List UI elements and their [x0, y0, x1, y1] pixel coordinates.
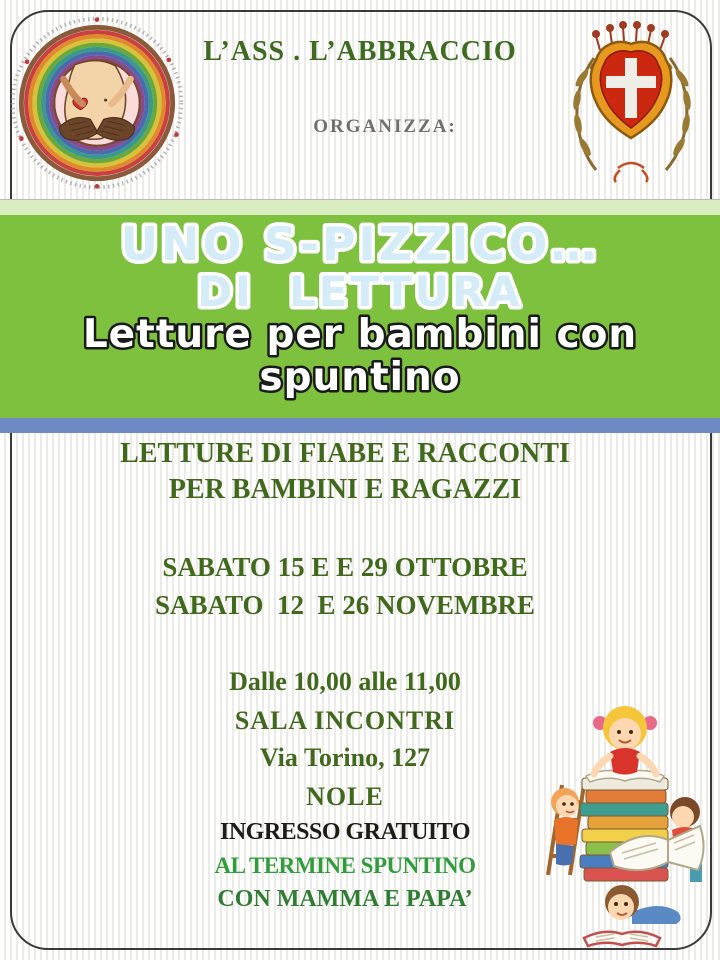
address-line: Via Torino, 127	[259, 743, 431, 772]
city-line: NOLE	[306, 782, 384, 811]
nole-coat-of-arms-icon	[558, 20, 708, 185]
banner-title-line-2: DI LETTURA	[197, 267, 523, 316]
banner-subtitle-line-2: spuntino	[259, 355, 461, 400]
free-entry-line: INGRESSO GRATUITO	[219, 819, 470, 845]
date-line-1: SABATO 15 E E 29 OTTOBRE	[162, 552, 528, 582]
coat-of-arms	[558, 20, 708, 185]
organizza-label: ORGANIZZA:	[313, 116, 457, 137]
snack-line-2: CON MAMMA E PAPA’	[217, 886, 473, 912]
banner-title-line-1: UNO S-PIZZICO…	[120, 217, 600, 271]
intro-line-1: LETTURE DI FIABE E RACCONTI	[120, 438, 570, 469]
banner-text-layer	[0, 200, 720, 433]
children-reading-book-stack-icon	[522, 690, 718, 952]
snack-line-1: AL TERMINE SPUNTINO	[214, 853, 476, 878]
title-banner	[0, 199, 720, 433]
organization-name: L’ASS . L’ABBRACCIO	[203, 36, 517, 67]
children-illustration	[522, 690, 718, 952]
date-line-2: SABATO 12 E 26 NOVEMBRE	[154, 590, 536, 620]
venue-line: SALA INCONTRI	[234, 706, 456, 735]
intro-line-2: PER BAMBINI E RAGAZZI	[168, 474, 522, 505]
time-line: Dalle 10,00 alle 11,00	[229, 667, 461, 696]
banner-subtitle-line-1: Letture per bambini con	[82, 312, 638, 357]
